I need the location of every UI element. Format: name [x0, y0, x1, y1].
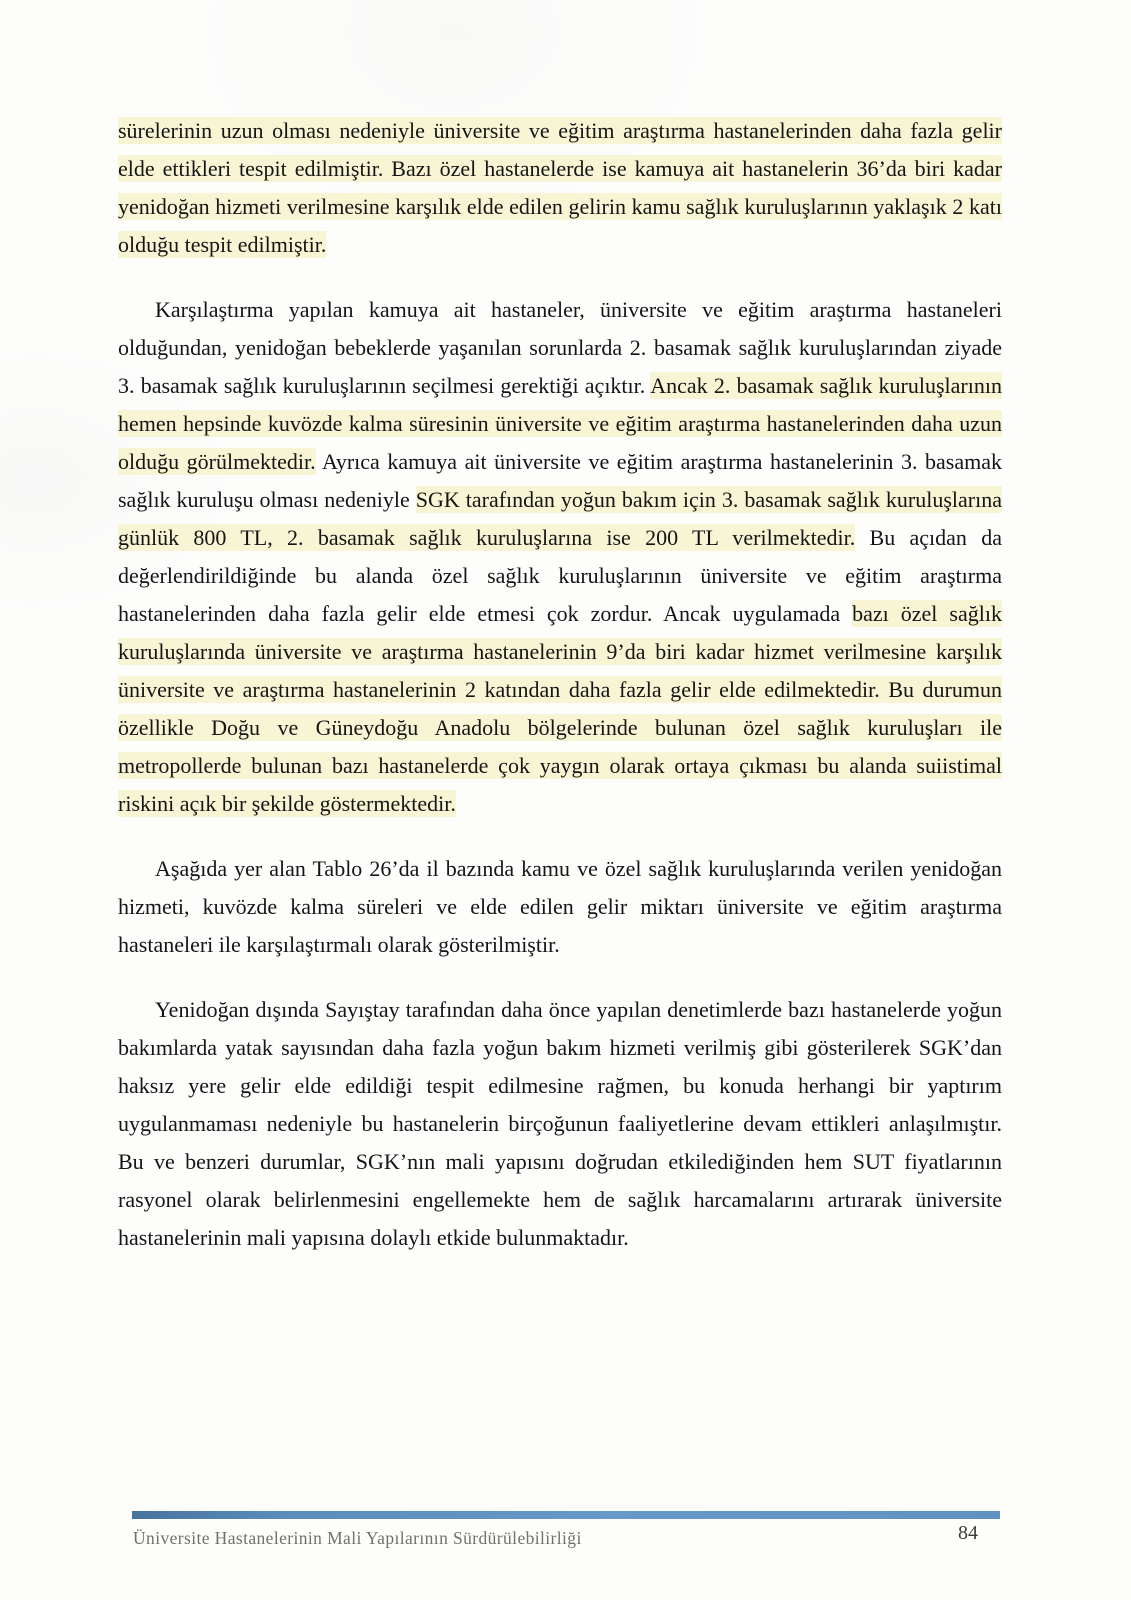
highlighted-text: sürelerinin uzun olması nedeniyle üniversite ve eğitim araştırma hastanelerinden daha fazla gelir elde ettikleri tespit edilmiştir. Bazı özel hastanelerde ise kamuya ait hastanelerin 36’da biri kadar yenidoğan hizmeti verilmesine karşılık elde edilen gelirin kamu sağlık kuruluşlarının yaklaşık 2 katı olduğu tespit edilmiştir.: [118, 118, 1002, 257]
highlighted-text: bazı özel sağlık kuruluşlarında üniversite ve araştırma hastanelerinin 9’da biri kadar hizmet verilmesine karşılık üniversite ve araştırma hastanelerinin 2 katından daha fazla gelir elde edilmektedir. Bu durumun özellikle Doğu ve Güneydoğu Anadolu bölgelerinde bulunan özel sağlık kuruluşları ile metropollerde bulunan bazı hastanelerde çok yaygın olarak ortaya çıkması bu alanda suiistimal riskini açık bir şekilde göstermektedir.: [118, 601, 1002, 816]
text-segment: Aşağıda yer alan Tablo 26’da il bazında kamu ve özel sağlık kuruluşlarında verilen yenidoğan hizmeti, kuvözde kalma süreleri ve elde edilen gelir miktarı üniversite ve eğitim araştırma hastaneleri ile karşılaştırmalı olarak gösterilmiştir.: [118, 856, 1002, 957]
highlighted-text: Ancak 2. basamak sağlık kuruluşlarının hemen hepsinde kuvözde kalma süresinin üniversite ve eğitim araştırma hastanelerinden daha uzun olduğu görülmektedir.: [118, 373, 1002, 474]
paragraph: [118, 850, 1002, 964]
paragraph: [118, 291, 1002, 823]
text-segment: Karşılaştırma yapılan kamuya ait hastaneler, üniversite ve eğitim araştırma hastaneleri olduğundan, yenidoğan bebeklerde yaşanılan sorunlarda 2. basamak sağlık kuruluşlarından ziyade 3. basamak sağlık kuruluşlarının seçilmesi gerektiği açıktır.: [118, 297, 1002, 398]
paragraph: [118, 112, 1002, 264]
text-segment: Ayrıca kamuya ait üniversite ve eğitim araştırma hastanelerinin 3. basamak sağlık kuruluşu olması nedeniyle: [118, 449, 1002, 512]
page-number: 84: [958, 1522, 978, 1544]
paragraph: [118, 991, 1002, 1257]
highlighted-text: SGK tarafından yoğun bakım için 3. basamak sağlık kuruluşlarına günlük 800 TL, 2. basamak sağlık kuruluşlarına ise 200 TL verilmektedir.: [118, 487, 1002, 550]
footer-title: Üniversite Hastanelerinin Mali Yapılarının Sürdürülebilirliği: [133, 1528, 582, 1548]
document-body: [118, 112, 1002, 1284]
text-segment: Bu açıdan da değerlendirildiğinde bu alanda özel sağlık kuruluşlarının üniversite ve eğitim araştırma hastanelerinden daha fazla gelir elde etmesi çok zordur. Ancak uygulamada: [118, 525, 1002, 626]
footer-rule: [132, 1511, 1000, 1519]
text-segment: Yenidoğan dışında Sayıştay tarafından daha önce yapılan denetimlerde bazı hastanelerde yoğun bakımlarda yatak sayısından daha fazla yoğun bakım hizmeti verilmiş gibi gösterilerek SGK’dan haksız yere gelir elde edildiği tespit edilmesine rağmen, bu konuda herhangi bir yaptırım uygulanmaması nedeniyle bu hastanelerin birçoğunun faaliyetlerine devam ettikleri anlaşılmıştır. Bu ve benzeri durumlar, SGK’nın mali yapısını doğrudan etkilediğinden hem SUT fiyatlarının rasyonel olarak belirlenmesini engellemekte hem de sağlık harcamalarını artırarak üniversite hastanelerinin mali yapısına dolaylı etkide bulunmaktadır.: [118, 997, 1002, 1250]
